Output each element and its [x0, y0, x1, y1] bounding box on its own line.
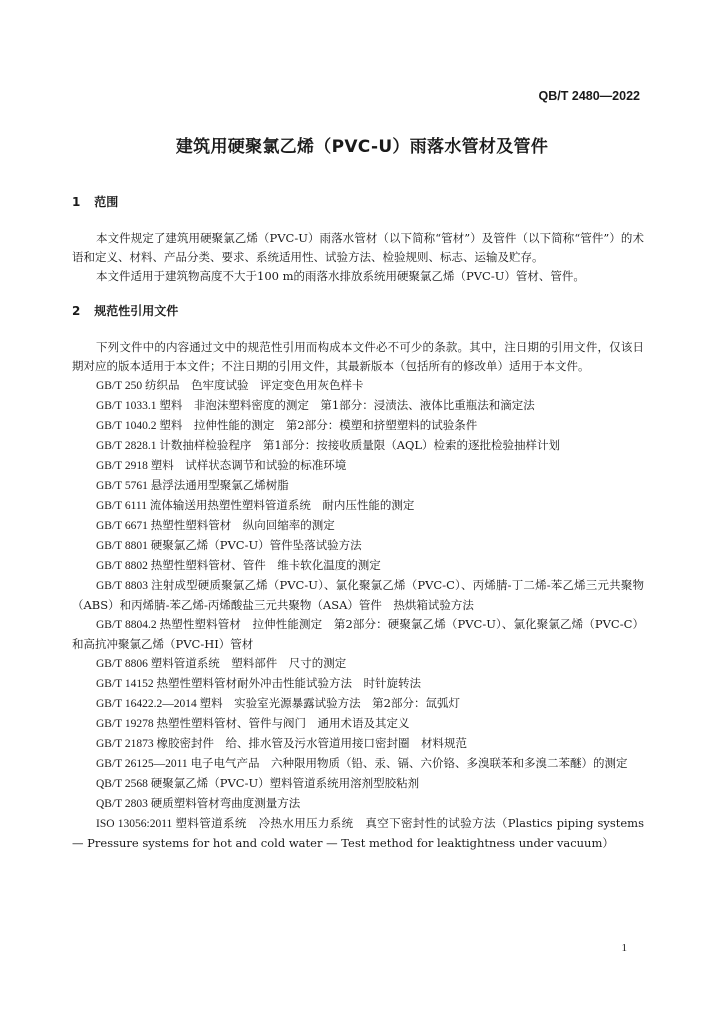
reference-title: 悬浮法通用型聚氯乙烯树脂: [150, 478, 289, 492]
reference-code: QB/T 2803: [96, 798, 148, 810]
reference-title: 流体输送用热塑性塑料管道系统 耐内压性能的测定: [149, 498, 415, 512]
reference-entry: [72, 774, 644, 794]
reference-entry: [72, 734, 644, 754]
reference-title: 纺织品 色牢度试验 评定变色用灰色样卡: [145, 378, 364, 392]
reference-code: GB/T 8802: [96, 560, 148, 572]
reference-entry: [72, 496, 644, 516]
reference-title: 热塑性塑料管材、管件与阀门 通用术语及其定义: [156, 716, 410, 730]
reference-entry: [72, 814, 644, 853]
reference-code: GB/T 2828.1: [96, 440, 157, 452]
reference-title: 计数抽样检验程序 第1部分：按接收质量限（AQL）检索的逐批检验抽样计划: [159, 438, 561, 452]
reference-entry: [72, 536, 644, 556]
section-number: 2: [72, 304, 81, 318]
reference-title: 热塑性塑料管材 拉伸性能测定 第2部分：硬聚氯乙烯（PVC-U）、氯化聚氯乙烯（PVC-C）和高抗冲聚氯乙烯（PVC-HI）管材: [72, 617, 644, 651]
section-number: 1: [72, 195, 81, 209]
reference-code: GB/T 16422.2—2014: [96, 698, 197, 710]
reference-code: GB/T 19278: [96, 718, 154, 730]
reference-code: GB/T 1040.2: [96, 420, 157, 432]
reference-code: GB/T 8803: [96, 580, 149, 592]
reference-code: GB/T 6111: [96, 500, 148, 512]
reference-title: 塑料 实验室光源暴露试验方法 第2部分：氙弧灯: [199, 696, 460, 710]
reference-code: GB/T 14152: [96, 678, 154, 690]
reference-title: 塑料 拉伸性能的测定 第2部分：模塑和挤塑塑料的试验条件: [159, 418, 478, 432]
reference-entry: [72, 416, 644, 436]
reference-title: 塑料 非泡沫塑料密度的测定 第1部分：浸渍法、液体比重瓶法和滴定法: [159, 398, 535, 412]
reference-title: 橡胶密封件 给、排水管及污水管道用接口密封圈 材料规范: [156, 736, 467, 750]
reference-title: 硬聚氯乙烯（PVC-U）管件坠落试验方法: [150, 538, 362, 552]
section-heading-text: 范围: [94, 195, 119, 209]
reference-title: 硬聚氯乙烯（PVC-U）塑料管道系统用溶剂型胶粘剂: [150, 776, 420, 790]
reference-entry: [72, 576, 644, 615]
reference-code: GB/T 26125—2011: [96, 758, 188, 770]
section-heading-text: 规范性引用文件: [94, 304, 179, 318]
reference-code: GB/T 8804.2: [96, 619, 157, 631]
reference-entry: [72, 476, 644, 496]
reference-entry: [72, 694, 644, 714]
reference-code: GB/T 8806: [96, 658, 148, 670]
reference-title: 热塑性塑料管材、管件 维卡软化温度的测定: [150, 558, 381, 572]
reference-entry: [72, 516, 644, 536]
reference-entry: [72, 754, 644, 774]
reference-code: GB/T 2918: [96, 460, 148, 472]
reference-title: 热塑性塑料管材耐外冲击性能试验方法 时针旋转法: [156, 676, 421, 690]
reference-code: GB/T 6671: [96, 520, 148, 532]
reference-code: QB/T 2568: [96, 778, 148, 790]
reference-entry: [72, 714, 644, 734]
references-intro-paragraph: 下列文件中的内容通过文中的规范性引用而构成本文件必不可少的条款。其中，注日期的引用文件，仅该日期对应的版本适用于本文件；不注日期的引用文件，其最新版本（包括所有的修改单）适用于本文件。: [72, 340, 644, 373]
doc-code: QB/T 2480—2022: [538, 89, 640, 103]
reference-entry: [72, 436, 644, 456]
reference-entry: [72, 794, 644, 814]
reference-code: ISO 13056:2011: [96, 818, 173, 830]
reference-code: GB/T 5761: [96, 480, 148, 492]
scope-paragraph: 本文件适用于建筑物高度不大于100 m的雨落水排放系统用硬聚氯乙烯（PVC-U）管材、管件。: [96, 269, 585, 283]
reference-title: 电子电气产品 六种限用物质（铅、汞、镉、六价铬、多溴联苯和多溴二苯醚）的测定: [190, 756, 628, 770]
reference-code: GB/T 1033.1: [96, 400, 157, 412]
reference-entry: [72, 615, 644, 654]
page-number: 1: [621, 942, 627, 954]
section-heading-scope: [72, 193, 644, 212]
document-title: 建筑用硬聚氯乙烯（PVC-U）雨落水管材及管件: [175, 137, 549, 157]
reference-title: 塑料管道系统 冷热水用压力系统 真空下密封性的试验方法（Plastics piping systems — Pressure systems for hot and cold water — Test method for leaktightness under vacuum）: [72, 816, 644, 850]
reference-code: GB/T 21873: [96, 738, 154, 750]
document-body: [72, 193, 644, 853]
reference-title: 热塑性塑料管材 纵向回缩率的测定: [150, 518, 335, 532]
scope-paragraph: 本文件规定了建筑用硬聚氯乙烯（PVC-U）雨落水管材（以下简称“管材”）及管件（以下简称“管件”）的术语和定义、材料、产品分类、要求、系统适用性、试验方法、检验规则、标志、运输及贮存。: [72, 231, 644, 264]
reference-code: GB/T 250: [96, 380, 143, 392]
reference-list: [72, 376, 644, 853]
reference-entry: [72, 654, 644, 674]
reference-code: GB/T 8801: [96, 540, 148, 552]
reference-entry: [72, 674, 644, 694]
section-heading-normative-references: [72, 302, 644, 321]
reference-title: 塑料 试样状态调节和试验的标准环境: [150, 458, 347, 472]
reference-title: 硬质塑料管材弯曲度测量方法: [150, 796, 301, 810]
reference-entry: [72, 396, 644, 416]
reference-entry: [72, 556, 644, 576]
reference-title: 注射成型硬质聚氯乙烯（PVC-U）、氯化聚氯乙烯（PVC-C）、丙烯腈-丁二烯-苯乙烯三元共聚物（ABS）和丙烯腈-苯乙烯-丙烯酸盐三元共聚物（ASA）管件 热烘箱试验方法: [72, 578, 644, 612]
reference-entry: [72, 456, 644, 476]
reference-entry: [72, 376, 644, 396]
reference-title: 塑料管道系统 塑料部件 尺寸的测定: [150, 656, 347, 670]
